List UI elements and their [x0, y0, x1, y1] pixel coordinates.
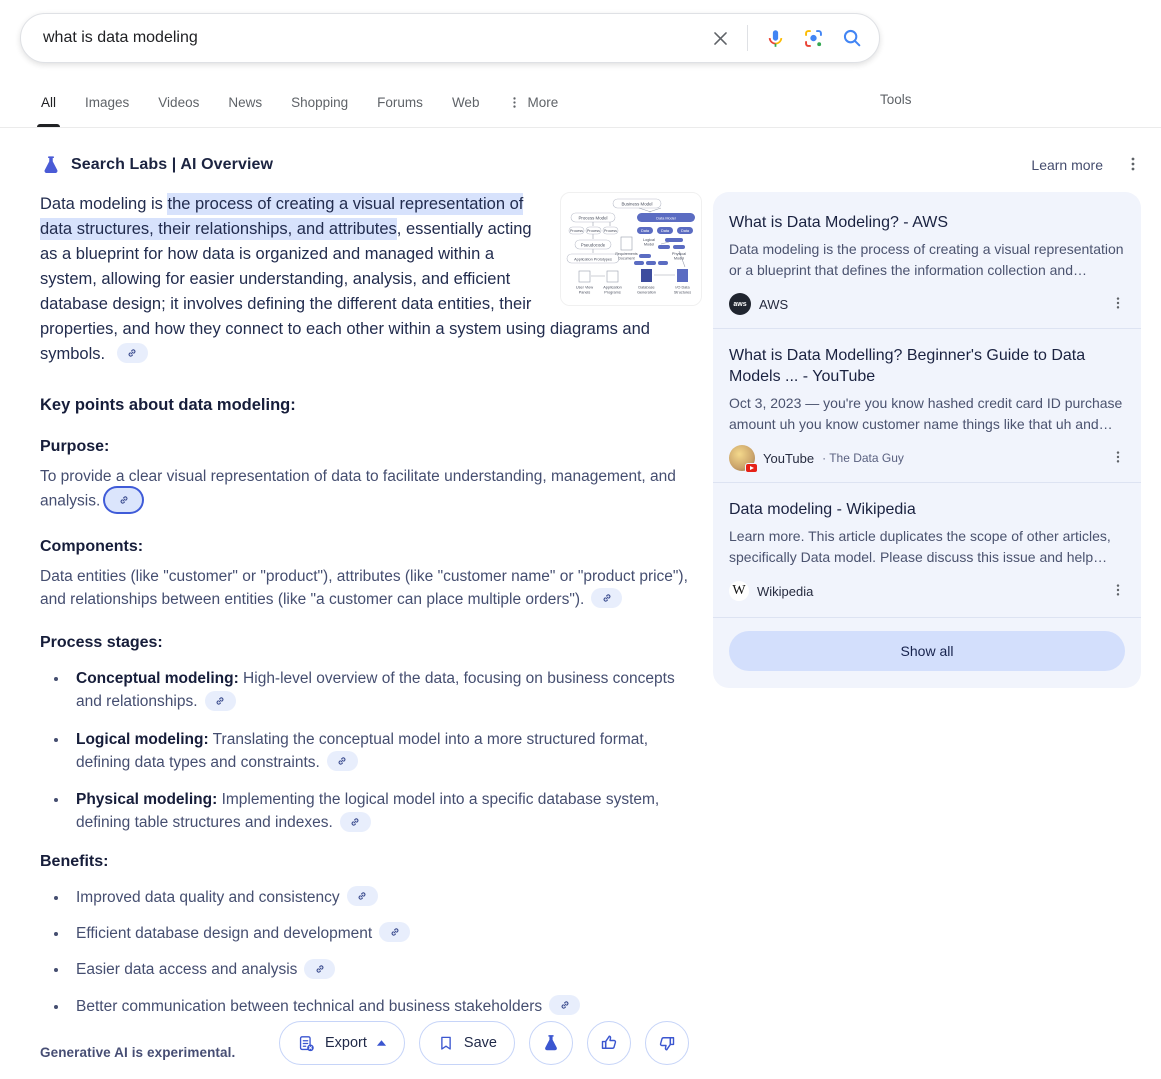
svg-text:Business Model: Business Model — [621, 201, 653, 207]
ai-answer-action-bar — [279, 1021, 689, 1065]
ai-answer-paragraph — [40, 192, 702, 367]
svg-text:Structures: Structures — [673, 290, 692, 295]
svg-text:Data: Data — [660, 229, 670, 234]
thumbs-up-icon — [599, 1033, 619, 1053]
source-card-aws[interactable] — [713, 196, 1141, 328]
source-link-chip[interactable] — [379, 922, 410, 942]
source-menu-icon[interactable] — [1111, 583, 1125, 600]
source-name: AWS — [759, 296, 789, 312]
search-submit-icon[interactable] — [841, 27, 863, 49]
aws-favicon: aws — [729, 293, 751, 315]
tab-news[interactable]: News — [228, 95, 263, 110]
svg-text:Physical: Physical — [671, 252, 687, 256]
sources-panel — [713, 192, 1141, 688]
show-all-section — [713, 617, 1141, 688]
bookmark-icon — [437, 1034, 455, 1052]
list-item: • Conceptual modeling: High-level overview of the data, focusing on business concepts and relationships. — [69, 667, 702, 713]
benefits-heading: Benefits: — [40, 852, 109, 870]
source-title[interactable]: Data modeling - Wikipedia — [729, 501, 916, 518]
save-button[interactable]: Save — [419, 1021, 515, 1065]
tab-images[interactable]: Images — [85, 95, 130, 110]
result-thumbnail-image[interactable] — [560, 192, 702, 306]
search-input[interactable] — [43, 29, 711, 47]
thumbs-down-icon — [657, 1033, 677, 1053]
svg-text:Process: Process — [570, 229, 583, 234]
svg-text:Requirements: Requirements — [615, 252, 638, 256]
process-stages-list — [69, 667, 702, 834]
svg-text:Application Prototypes: Application Prototypes — [574, 257, 612, 262]
tools-button[interactable]: Tools — [880, 92, 912, 107]
source-card-wikipedia[interactable] — [713, 482, 1141, 615]
flask-icon — [541, 1033, 561, 1053]
source-name: Wikipedia — [757, 583, 814, 599]
svg-text:Process Model: Process Model — [578, 215, 608, 221]
svg-text:User View: User View — [575, 285, 594, 290]
ai-answer-column — [40, 192, 702, 1060]
result-tabs — [40, 90, 1161, 127]
source-snippet: Learn more. This article duplicates the scope of other articles, specifically Data model. Please discuss this issue and help… — [729, 528, 1111, 565]
source-link-chip[interactable] — [117, 343, 148, 363]
tab-shopping[interactable]: Shopping — [291, 95, 349, 110]
source-link-chip[interactable] — [340, 812, 371, 832]
svg-text:Document: Document — [618, 256, 635, 261]
ai-overview-title: Search Labs | AI Overview — [71, 156, 274, 173]
tab-more[interactable]: More — [507, 90, 559, 127]
svg-text:Data: Data — [640, 229, 650, 234]
tab-all[interactable]: All — [40, 90, 57, 127]
purpose-text: To provide a clear visual representation of data to facilitate understanding, management, and analysis. — [40, 465, 688, 515]
source-card-youtube[interactable] — [713, 328, 1141, 482]
header-divider — [0, 127, 1161, 128]
svg-text:Process: Process — [587, 229, 600, 234]
list-item: • Easier data access and analysis — [69, 958, 702, 981]
svg-text:Application: Application — [603, 285, 622, 290]
source-title[interactable]: What is Data Modeling? - AWS — [729, 214, 949, 231]
source-title[interactable]: What is Data Modelling? Beginner's Guide to Data Models ... - YouTube — [729, 347, 1086, 385]
list-item: • Improved data quality and consistency — [69, 886, 702, 909]
highlighted-text: the process of creating a visual representation of data structures, their relationships, and attributes — [40, 195, 524, 238]
ai-overview-header — [40, 154, 1141, 176]
source-link-chip[interactable] — [205, 691, 236, 711]
svg-text:Pseudocode: Pseudocode — [580, 242, 606, 248]
google-lens-icon[interactable] — [803, 28, 824, 49]
source-link-chip[interactable] — [591, 588, 622, 608]
svg-text:Logical: Logical — [642, 238, 656, 242]
source-link-chip-focused[interactable] — [105, 488, 142, 512]
generative-ai-disclaimer: Generative AI is experimental. — [40, 1045, 236, 1061]
show-all-button[interactable]: Show all — [729, 631, 1125, 671]
tab-web[interactable]: Web — [451, 95, 480, 110]
labs-feedback-button[interactable] — [529, 1021, 573, 1065]
tab-forums[interactable]: Forums — [377, 95, 423, 110]
tab-videos[interactable]: Videos — [158, 95, 200, 110]
voice-search-icon[interactable] — [765, 28, 786, 49]
svg-text:Data Model: Data Model — [656, 216, 676, 221]
benefits-list — [69, 886, 702, 1019]
source-snippet: Data modeling is the process of creating a visual representation or a blueprint that defines the information collection and… — [729, 241, 1124, 278]
svg-text:Model: Model — [673, 256, 685, 261]
source-link-chip[interactable] — [327, 751, 358, 771]
intro-rest: , essentially acting as a blueprint for how data is organized and managed within a system, allowing for easier understanding, analysis, and efficient database design; it involves defining the different data entities, their properties, and how they connect to each other within a system using diagrams and symbols. — [40, 220, 650, 363]
export-doc-icon — [297, 1034, 316, 1053]
key-points-heading: Key points about data modeling: — [40, 396, 296, 414]
source-name: YouTube — [763, 450, 815, 466]
ai-overview-menu-icon[interactable] — [1125, 156, 1141, 175]
list-item: • Better communication between technical and business stakeholders — [69, 995, 702, 1018]
components-heading: Components: — [40, 538, 144, 555]
intro-lead: Data modeling is — [40, 195, 168, 213]
list-item: • Logical modeling: Translating the conceptual model into a more structured format, defining data types and constraints. — [69, 728, 702, 774]
svg-text:Generation: Generation — [637, 290, 656, 295]
youtube-avatar — [729, 445, 755, 471]
svg-text:I/O Data: I/O Data — [675, 285, 690, 290]
svg-text:Panels: Panels — [578, 290, 591, 295]
svg-text:Model: Model — [643, 242, 655, 247]
source-snippet: Oct 3, 2023 — you're you know hashed credit card ID purchase amount uh you know customer name things like that uh and… — [729, 395, 1123, 432]
source-channel: · The Data Guy — [822, 451, 904, 465]
more-dots-icon — [508, 96, 521, 109]
source-link-chip[interactable] — [549, 995, 580, 1015]
search-bar-divider — [747, 25, 748, 51]
list-item: • Physical modeling: Implementing the logical model into a specific database system, defining table structures and indexes. — [69, 788, 702, 834]
clear-search-icon[interactable] — [711, 29, 730, 48]
svg-text:Process: Process — [604, 229, 617, 234]
export-button[interactable]: Export — [279, 1021, 405, 1065]
youtube-play-badge — [745, 463, 758, 473]
purpose-heading: Purpose: — [40, 438, 110, 455]
wikipedia-favicon: W — [729, 581, 749, 601]
svg-text:Data: Data — [680, 229, 690, 234]
source-link-chip[interactable] — [304, 959, 335, 979]
learn-more-link[interactable]: Learn more — [1031, 157, 1103, 173]
source-menu-icon[interactable] — [1111, 450, 1125, 467]
thumbs-up-button[interactable] — [587, 1021, 631, 1065]
process-stages-heading: Process stages: — [40, 634, 163, 652]
search-labs-flask-icon — [40, 154, 62, 176]
source-menu-icon[interactable] — [1111, 296, 1125, 313]
svg-text:Programs: Programs — [604, 290, 621, 295]
caret-up-icon — [376, 1039, 387, 1047]
search-bar[interactable] — [20, 13, 880, 63]
data-modeling-diagram — [561, 193, 702, 306]
thumbs-down-button[interactable] — [645, 1021, 689, 1065]
components-text: Data entities (like "customer" or "product"), attributes (like "customer name" or "product price"), and relationships between entities (like "a customer can place multiple orders"). — [40, 568, 688, 608]
source-link-chip[interactable] — [347, 886, 378, 906]
list-item: • Efficient database design and development — [69, 922, 702, 945]
svg-text:Database: Database — [638, 285, 655, 290]
